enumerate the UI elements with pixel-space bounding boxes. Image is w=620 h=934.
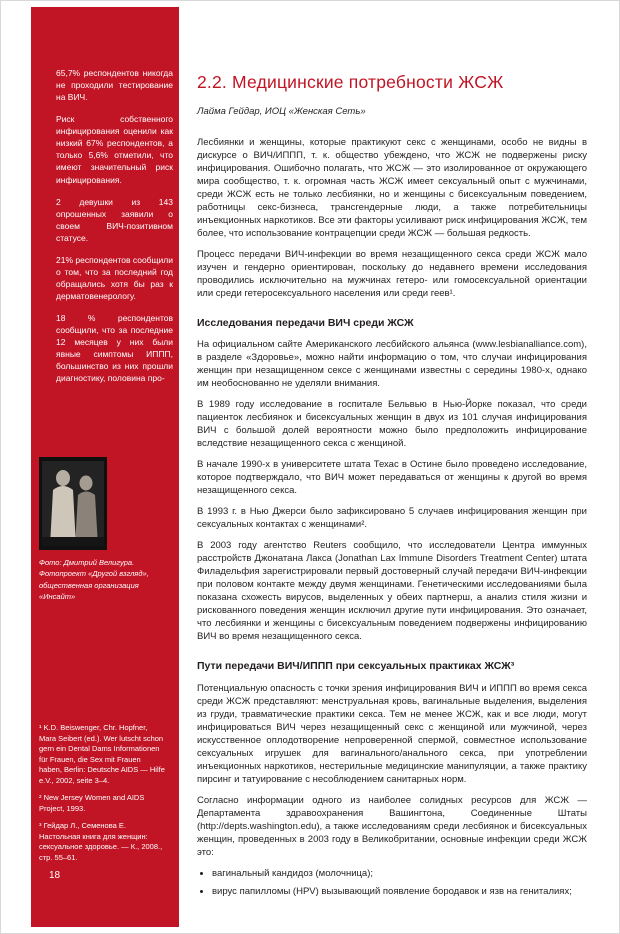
photo-image <box>39 457 107 550</box>
photo-caption: Фото: Дмитрий Велигура. Фотопроект «Другой взгляд», общественная организация «Инсайт» <box>39 558 149 601</box>
paragraph: В 1989 году исследование в госпитале Бельвью в Нью-Йорке показал, что среди пациенток лесбиянок и бисексуальных женщин в двух из 101 случая инфицирования ВИЧ с большой долей вероятности можно было предположить инфицирование вследствие незащищенного секса с женщиной. <box>197 399 587 450</box>
infection-list <box>197 867 587 898</box>
footnotes <box>39 723 165 863</box>
list-item: • вагинальный кандидоз (молочница); <box>212 867 587 880</box>
stat-item: 18 % респондентов сообщили, что за последние 12 месяцев у них были явные симптомы ИППП, большинство из них прошли диагностику, половина про- <box>56 313 173 384</box>
footnote: ³ Гейдар Л., Семенова Е. Настольная книга для женщин: сексуальное здоровье. — К., 2008., стр. 55–61. <box>39 821 163 862</box>
sidebar <box>31 7 179 927</box>
stat-item: Риск собственного инфицирования оценили как низкий 67% респондентов, а только 5,6% отметили, что имеют значительный риск инфицирования. <box>56 114 173 185</box>
sidebar-stats <box>56 67 173 384</box>
list-item: • вирус папилломы (HPV) вызывающий появление бородавок и язв на гениталиях; <box>212 885 587 898</box>
stat-item: 65,7% респондентов никогда не проходили тестирование на ВИЧ. <box>56 68 173 103</box>
stat-item: 2 девушки из 143 опрошенных заявили о своем ВИЧ-позитивном статусе. <box>56 196 173 243</box>
footnote: ¹ K.D. Beiswenger, Chr. Hopfner, Mara Seibert (ed.). Wer lutscht schon gern ein Dental Dams Informationen für Frauen, die Sex mit Frauen haben, Berlin: Deutsche AIDS — Hilfe e.V., 2002, seite 3–4. <box>39 723 165 785</box>
paragraph: Согласно информации одного из наиболее солидных ресурсов для ЖСЖ — Департамента здравоохранения Вашингтона, Соединенные Штаты (http://depts.washington.edu), а также исследованиям среди лесбиянок и бисексуальных женщин, проведенных в 2003 году в Великобритании, основные инфекции среди ЖСЖ это: <box>197 794 587 858</box>
paragraph: На официальном сайте Американского лесбийского альянса (www.lesbianalliance.com), в разделе «Здоровье», можно найти информацию о том, что случаи инфицирования женщин при незащищенном сексе с женщинами известны с середины 1980-х, однако им необоснованно не уделяли внимания. <box>197 339 587 390</box>
footnote: ² New Jersey Women and AIDS Project, 1993. <box>39 793 145 813</box>
chapter-title: 2.2. Медицинские потребности ЖСЖ <box>197 72 504 92</box>
paragraph: Процесс передачи ВИЧ-инфекции во время незащищенного секса среди ЖСЖ мало изучен и гендерно ориентирован, поскольку до недавнего времени исследования проводились исключительно на мужчинах гетеро- или гомосексуальной ориентации или среди гетеросексуального населения или среди геев¹. <box>197 248 587 299</box>
paragraph: В начале 1990-х в университете штата Техас в Остине было проведено исследование, которое подтверждало, что ВИЧ может передаваться от женщины к другой во время незащищенного секса. <box>197 459 587 497</box>
stat-item: 21% респондентов сообщили о том, что за последний год обращались хотя бы раз к дерматовенерологу. <box>56 254 174 301</box>
page-number: 18 <box>49 870 61 881</box>
author-line: Лайма Гейдар, ИОЦ «Женская Сеть» <box>197 105 366 117</box>
subsection-heading: Исследования передачи ВИЧ среди ЖСЖ <box>197 316 414 329</box>
sidebar-photo <box>39 457 107 550</box>
paragraph: Лесбиянки и женщины, которые практикуют секс с женщинами, особо не видны в дискурсе о ВИЧ/ИППП, т. к. общество убеждено, что ЖСЖ не подвержены риску инфицирования. Ошибочно полагать, что ЖСЖ — это изолированное от окружающего мира сообщество, т. к. огромная часть ЖСЖ имеет сексуальный опыт с мужчинами, среди ЖСЖ есть не только лесбиянки, но и женщины с бисексуальным поведением, работницы секс-бизнеса, трансгендерные люди, а также потребительницы инъекционных наркотиков. Все эти факторы усиливают риск инфицирования ЖСЖ, тем более, что использование контрацепции среди ЖСЖ — большая редкость. <box>197 136 587 239</box>
paragraph: В 1993 г. в Нью Джерси было зафиксировано 5 случаев инфицирования женщин при сексуальных контактах с женщинами². <box>197 506 587 531</box>
main-content <box>197 71 587 898</box>
paragraph: Потенциальную опасность с точки зрения инфицирования ВИЧ и ИППП во время секса среди ЖСЖ представляют: менструальная кровь, вагинальные выделения, выделения из груди, травматические практики секса. Тем не менее ЖСЖ, как и все люди, могут инфицироваться ВИЧ через незащищенный секс с женщиной или мужчиной, через искусственное оплодотворение непроверенной спермой, совместное использование сексуальных игрушек для вагинального/анального секса, при употреблении инъекционных наркотиков, нестерильные медицинские манипуляции, а также практику пирсинг и татуирование с несоблюдением санитарных норм. <box>197 682 587 785</box>
paragraph: В 2003 году агентство Reuters сообщило, что исследователи Центра иммунных расстройств Джонатана Лакса (Jonathan Lax Immune Disorders Treatment Center) штата Филадельфия зарегистрировали первый достоверный случай передачи ВИЧ-инфекции при половом контакте между двумя женщинами. Генетическими исследованиями была показана схожесть вирусов, выделенных у обеих партнерш, а анализ стиля жизни и рискованного поведения женщин исключил другие пути инфицирования. Это означает, что лесбиянки и женщины с бисексуальным поведением подвержены инфицированию ВИЧ во время незащищенного секса. <box>197 540 587 643</box>
subsection-heading: Пути передачи ВИЧ/ИППП при сексуальных практиках ЖСЖ³ <box>197 660 515 673</box>
